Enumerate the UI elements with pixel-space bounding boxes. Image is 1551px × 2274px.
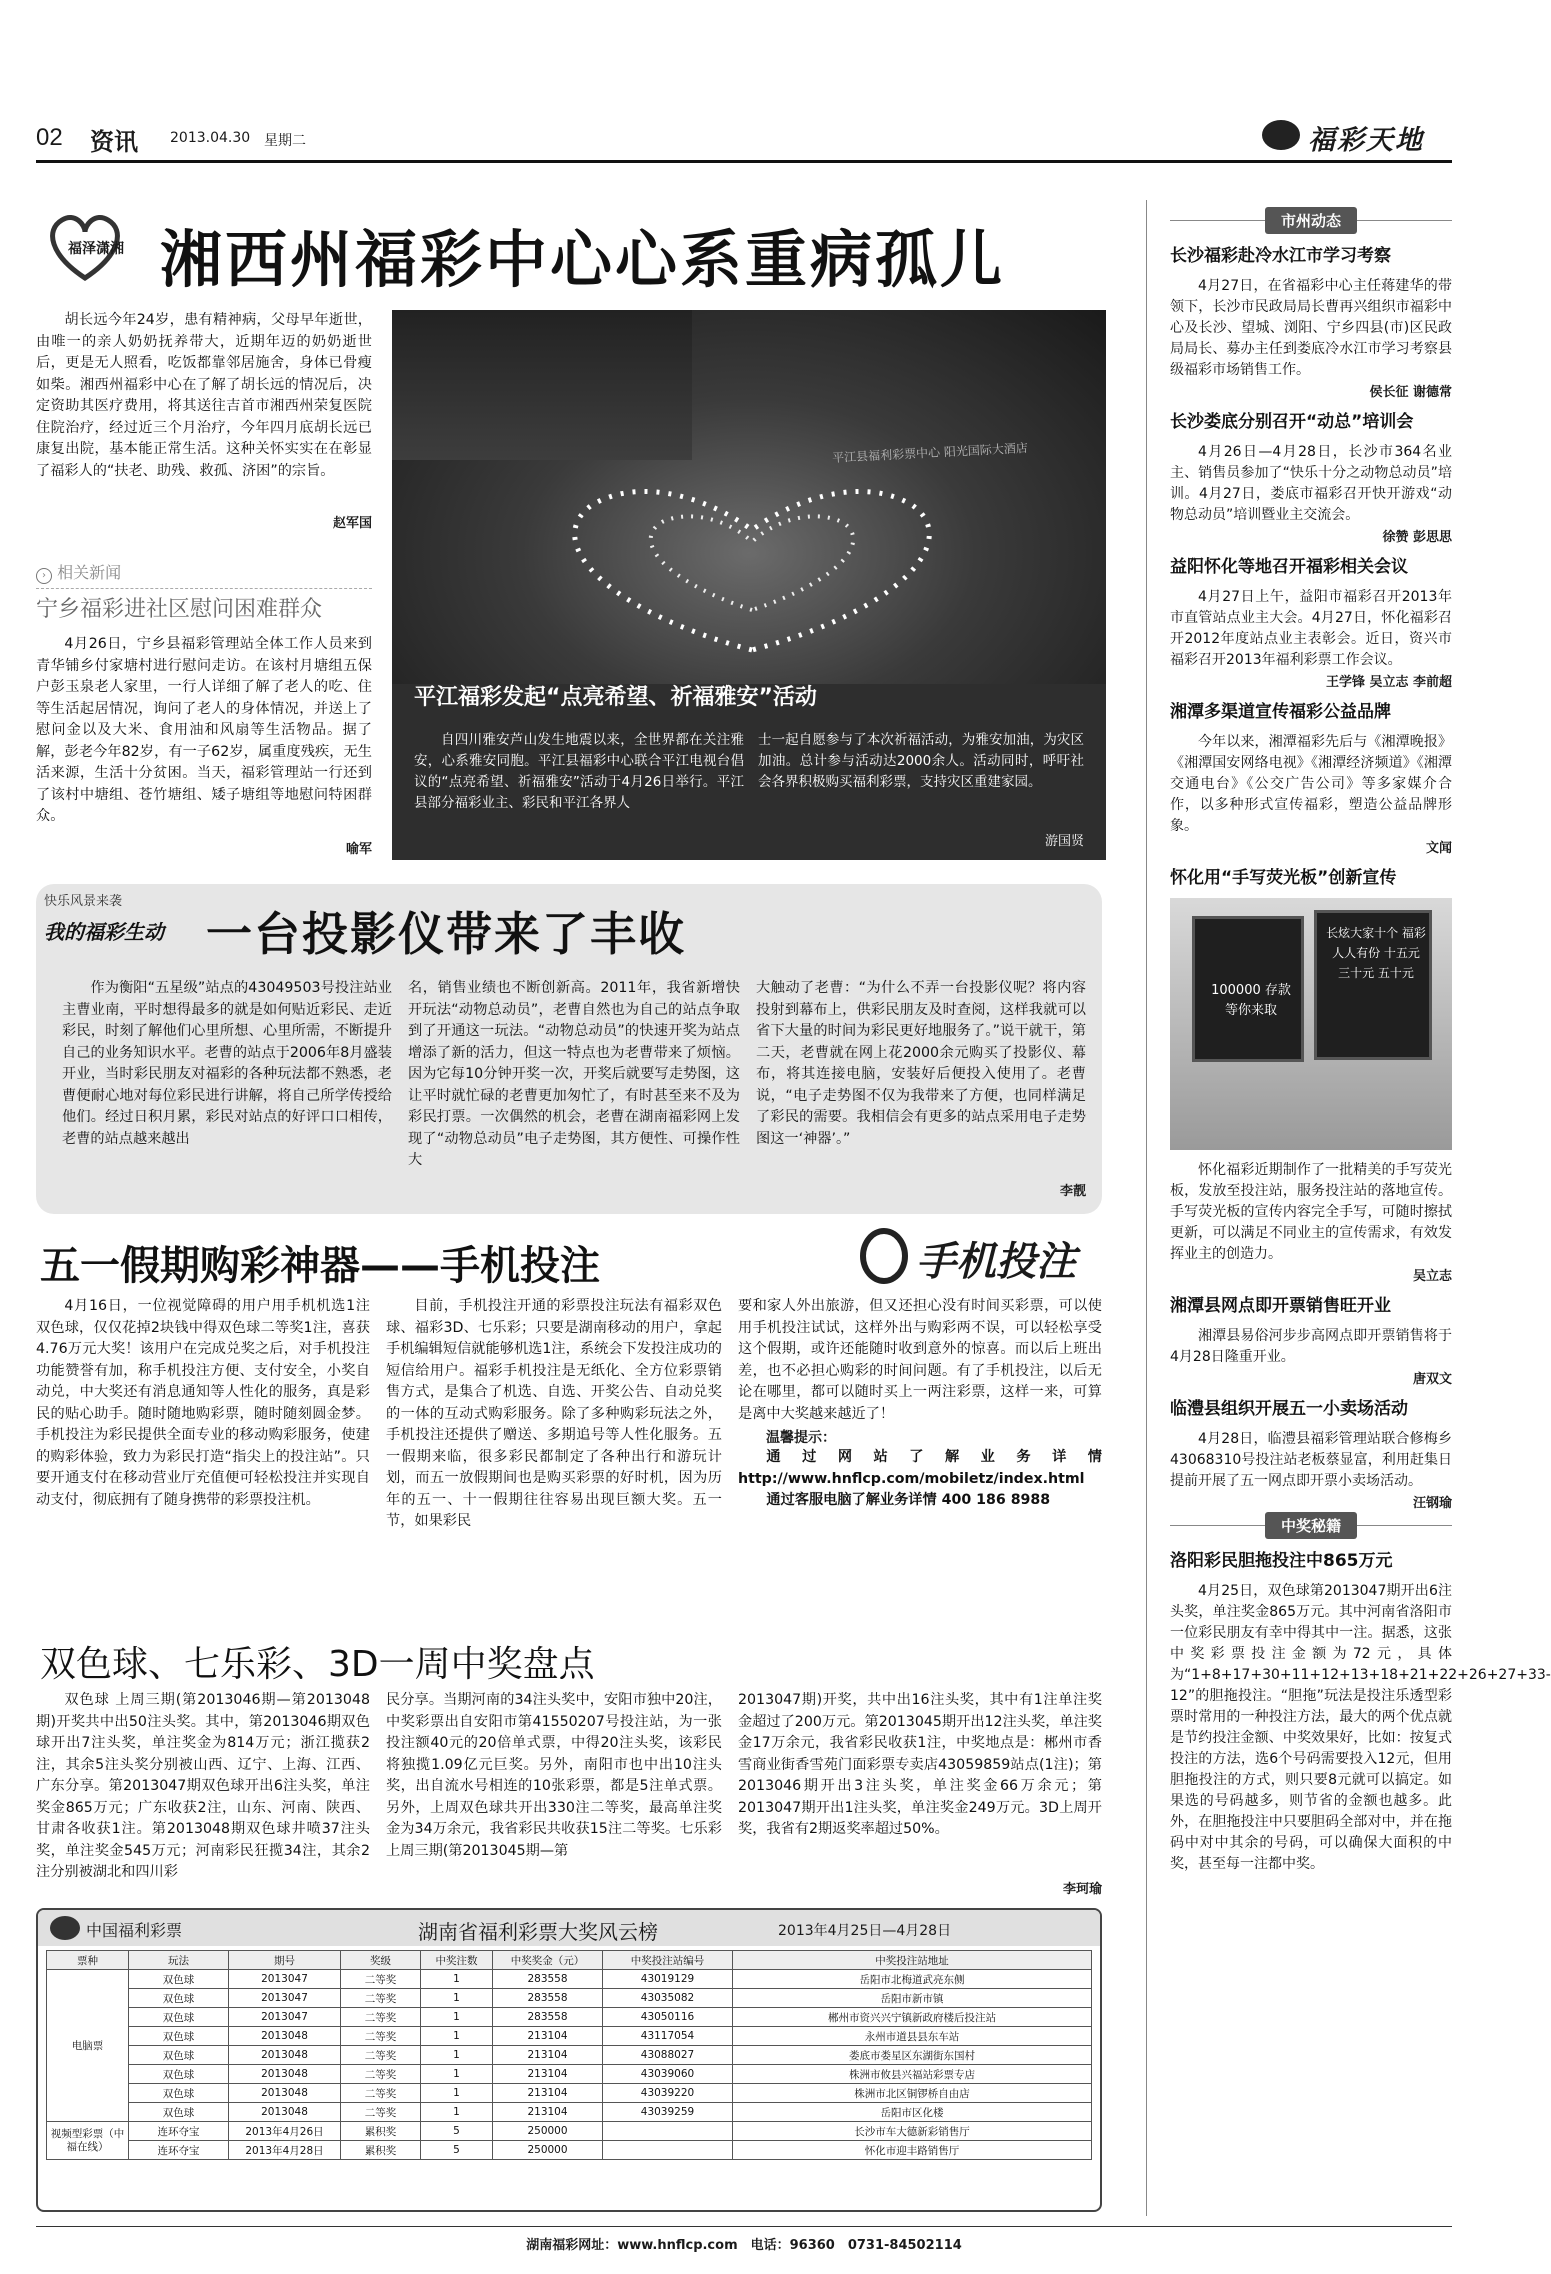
mobile-logo (856, 1222, 1096, 1292)
table-cell: 250000 (493, 2141, 603, 2160)
table-cell: 2013048 (229, 2065, 341, 2084)
table-cell: 283558 (493, 1989, 603, 2008)
board-right (1314, 910, 1432, 1060)
table-cell: 双色球 (129, 1989, 229, 2008)
table-cell: 1 (421, 2103, 493, 2122)
table-cell: 43050116 (603, 2008, 733, 2027)
photo-story-right: 士一起自愿参与了本次祈福活动，为雅安加油，为灾区加油。总计参与活动达2000余人。活动同时，呼吁社会各界积极购买福利彩票，支持灾区重建家园。 (758, 732, 1084, 790)
sidebar-news-title[interactable]: 怀化用“手写荧光板”创新宣传 (1170, 868, 1397, 888)
col-issue: 期号 (229, 1951, 341, 1970)
table-cell: 长沙市车大德新彩销售厅 (733, 2122, 1092, 2141)
sidebar-news-item (1170, 1397, 1452, 1511)
table-cell: 2013047 (229, 2008, 341, 2027)
issue-date: 2013.04.30 (170, 130, 251, 146)
sidebar-news-title[interactable]: 洛阳彩民胆拖投注中865万元 (1170, 1551, 1393, 1571)
board-left-text: 100000 存款 等你来取 (1211, 983, 1291, 1018)
table-cell: 株洲市北区铜锣桥自由店 (733, 2084, 1092, 2103)
arrow-circle-icon: › (36, 568, 52, 584)
table-row (47, 2008, 1092, 2027)
sidebar-news-item (1170, 700, 1452, 856)
related-signature: 喻军 (345, 842, 372, 857)
table-cell: 2013048 (229, 2103, 341, 2122)
footer-text[interactable]: 湖南福彩网址：www.hnflcp.com 电话：96360 0731-84502114 (526, 2238, 962, 2253)
col-type: 票种 (47, 1951, 129, 1970)
col-level: 奖级 (341, 1951, 421, 1970)
sidebar-news-body: 4月28日，临澧县福彩管理站联合修梅乡43068310号投注站老板蔡显富，利用赶集日提前开展了五一网点即开票小卖场活动。 (1170, 1431, 1452, 1489)
feature-title: 一台投影仪带来了丰收 (206, 907, 686, 961)
feature-signature: 李靓 (1059, 1184, 1086, 1199)
sidebar-news-title[interactable]: 湘潭多渠道宣传福彩公益品牌 (1170, 702, 1391, 722)
table-cell: 1 (421, 2084, 493, 2103)
sidebar-news-body: 4月25日，双色球第2013047期开出6注头奖，单注奖金865万元。其中河南省洛阳市一位彩民朋友有幸中得其中一注。据悉，这张中奖彩票投注金额为72元，具体为“1+8+17+30+11+12+13+18+21+22+26+27+33-12”的胆拖投注。“胆拖”玩法是投注乐透型彩票时常用的一种投注方法，最大的两个优点就是节约投注金额、中奖效果好，比如：按复式投注的方法，选6个号码需要投入12元，但用胆拖投注的方式，则只要8元就可以搞定。如果选的号码越多，则节省的金额也越多。此外，在胆拖投注中只要胆码全部对中，并在拖码中对中其余的号码，可以确保大面积的中奖，甚至每一注都中奖。 (1170, 1583, 1551, 1872)
table-cell (603, 2141, 733, 2160)
sidebar-news-body: 今年以来，湘潭福彩先后与《湘潭晚报》《湘潭国安网络电视》《湘潭经济频道》《湘潭交通电台》《公交广告公司》等多家媒介合作，以多种形式宣传福彩，塑造公益品牌形象。 (1170, 734, 1452, 834)
table-cell: 213104 (493, 2103, 603, 2122)
photo-banner: 平江县福利彩票中心 阳光国际大酒店 (831, 440, 1029, 466)
table-cell: 2013048 (229, 2027, 341, 2046)
table-cell: 283558 (493, 2008, 603, 2027)
masthead (36, 118, 1452, 158)
table-cell: 2013年4月26日 (229, 2122, 341, 2141)
sidebar-news-title[interactable]: 长沙福彩赴冷水江市学习考察 (1170, 246, 1391, 266)
table-cell: 连环夺宝 (129, 2141, 229, 2160)
mobile-tip-1[interactable]: 通过网站了解业务详情 http://www.hnflcp.com/mobiletz/index.html (738, 1449, 1102, 1487)
table-cell: 岳阳市区化楼 (733, 2103, 1092, 2122)
sidebar-news-signature: 汪钢瑜 (1412, 1496, 1452, 1511)
table-cell: 1 (421, 2008, 493, 2027)
table-cell: 250000 (493, 2122, 603, 2141)
sidebar-tag-tips: 中奖秘籍 (1265, 1512, 1357, 1539)
table-cell: 1 (421, 2065, 493, 2084)
col-address: 中奖投注站地址 (733, 1951, 1092, 1970)
cwl-logo-icon (50, 1916, 80, 1940)
board-left (1192, 916, 1304, 1062)
table-row (47, 2027, 1092, 2046)
table-cell: 岳阳市新市镇 (733, 1989, 1092, 2008)
weekly-col1: 双色球 上周三期(第2013046期—第2013048期)开奖共中出50注头奖。其中，第2013046期双色球开出7注头奖，单注奖金为814万元；浙江揽获2注，其余5注头奖分别被山西、辽宁、上海、江西、广东分享。第2013047期双色球开出6注头奖，单注奖金865万元；广东收获2注，山东、河南、陕西、甘肃各收获1注。第2013048期双色球井喷37注头奖，单注奖金545万元；河南彩民狂揽34注，其余2注分别被湖北和四川彩 (36, 1692, 370, 1880)
board-range: 2013年4月25日—4月28日 (778, 1923, 952, 1939)
feature-col2: 名，销售业绩也不断创新高。2011年，我省新增快开玩法“动物总动员”，老曹自然也为自己的站点争取到了开通这一玩法。“动物总动员”的快速开奖为站点增添了新的活力，但这一特点也为老曹带来了烦恼。因为它每10分钟开奖一次，开奖后就要写走势图，这让平时就忙碌的老曹更加匆忙了，有时甚至来不及为彩民打票。一次偶然的机会，老曹在湖南福彩网上发现了“动物总动员”电子走势图，其方便性、可操作性大 (408, 980, 740, 1168)
footer-rule (36, 2226, 1452, 2227)
sidebar-tag-local: 市州动态 (1265, 207, 1357, 234)
table-cell: 郴州市资兴兴宁镇新政府楼后投注站 (733, 2008, 1092, 2027)
table-cell: 岳阳市北梅道武亮东侧 (733, 1970, 1092, 1989)
mobile-tip-2: 通过客服电脑了解业务详情 400 186 8988 (766, 1492, 1051, 1508)
table-cell: 1 (421, 2046, 493, 2065)
mobile-logo-text: 手机投注 (916, 1239, 1076, 1285)
photo-story-box (392, 684, 1106, 860)
table-cell: 双色球 (129, 2084, 229, 2103)
sidebar-news-signature: 文闻 (1425, 841, 1452, 856)
weekly-title: 双色球、七乐彩、3D一周中奖盘点 (40, 1644, 595, 1685)
brand-name: 福彩天地 (1308, 125, 1424, 156)
prize-table (46, 1950, 1092, 2160)
lead-logo-text: 福泽潇湘 (68, 241, 124, 257)
table-cell: 累积奖 (341, 2141, 421, 2160)
sidebar-news-signature: 王学锋 吴立志 李前超 (1325, 675, 1452, 690)
table-cell: 2013047 (229, 1970, 341, 1989)
mobile-col2: 目前，手机投注开通的彩票投注玩法有福彩双色球、福彩3D、七乐彩；只要是湖南移动的用户，拿起手机编辑短信就能够机选1注，系统会下发投注成功的短信给用户。福彩手机投注是无纸化、全方位彩票销售方式，是集合了机选、自选、开奖公告、自动兑奖的一体的互动式购彩服务。除了多种购彩玩法之外，手机投注还提供了赠送、多期追号等人性化服务。五一假期来临，很多彩民都制定了各种出行和游玩计划，而五一放假期间也是购买彩票的好时机，因为历年的五一、十一假期往往容易出现巨额大奖。五一节，如果彩民 (386, 1298, 722, 1529)
issue-weekday: 星期二 (264, 133, 306, 149)
related-label (36, 560, 372, 589)
group-cell: 电脑票 (47, 1970, 129, 2122)
table-row (47, 2103, 1092, 2122)
table-cell: 2013048 (229, 2084, 341, 2103)
table-row (47, 2122, 1092, 2141)
table-cell: 283558 (493, 1970, 603, 1989)
table-cell: 双色球 (129, 2103, 229, 2122)
table-cell: 双色球 (129, 2065, 229, 2084)
sidebar-news-body: 4月27日，在省福彩中心主任蒋建华的带领下，长沙市民政局局长曹再兴组织市福彩中心及长沙、望城、浏阳、宁乡四县(市)区民政局局长、募办主任到娄底冷水江市学习考察县级福彩市场销售工作。 (1170, 278, 1452, 378)
table-cell: 株洲市攸县兴福站彩票专店 (733, 2065, 1092, 2084)
table-cell: 双色球 (129, 1970, 229, 1989)
table-row (47, 2084, 1092, 2103)
table-cell: 43088027 (603, 2046, 733, 2065)
table-cell: 5 (421, 2141, 493, 2160)
col-station: 中奖投注站编号 (603, 1951, 733, 1970)
table-cell: 213104 (493, 2065, 603, 2084)
sidebar-news-title[interactable]: 临澧县组织开展五一小卖场活动 (1170, 1399, 1408, 1419)
sidebar-news-item (1170, 1294, 1452, 1387)
board-right-text: 长炫大家十个 福彩 人人有份 十五元 三十元 五十元 (1326, 926, 1426, 980)
table-cell: 2013047 (229, 1989, 341, 2008)
sidebar-news-title[interactable]: 益阳怀化等地召开福彩相关会议 (1170, 557, 1408, 577)
table-cell: 二等奖 (341, 1970, 421, 1989)
mobile-title: 五一假期购彩神器——手机投注 (40, 1243, 600, 1289)
table-cell: 213104 (493, 2084, 603, 2103)
table-row (47, 2065, 1092, 2084)
table-cell: 怀化市迎丰路销售厅 (733, 2141, 1092, 2160)
header-rule (36, 160, 1452, 163)
related-title: 宁乡福彩进社区慰问困难群众 (36, 597, 323, 622)
mobile-phone-icon (860, 1228, 908, 1284)
sidebar-divider (1146, 200, 1147, 2216)
photo-caption: 平江福彩发起“点亮希望、祈福雅安”活动 (414, 685, 817, 710)
table-row (47, 1989, 1092, 2008)
sidebar-news-signature: 徐赞 彭思思 (1382, 530, 1452, 545)
related-label-text: 相关新闻 (57, 563, 122, 582)
table-cell: 永州市道县县东车站 (733, 2027, 1092, 2046)
lead-signature: 赵军国 (332, 516, 372, 531)
weekly-col3: 2013047期)开奖，共中出16注头奖，其中有1注单注奖金超过了200万元。第2013045期开出12注头奖，单注奖金17万余元，我省彩民收获1注，中奖地点是：郴州市香雪商业街香雪苑门面彩票专卖店43059859站点(1注)；第2013046期开出3注头奖，单注奖金66万余元；第2013047期开出1注头奖，单注奖金249万元。3D上周开奖，我省有2期返奖率超过50%。 (738, 1692, 1102, 1837)
mobile-col1: 4月16日，一位视觉障碍的用户用手机机选1注双色球，仅仅花掉2块钱中得双色球二等奖1注，喜获4.76万元大奖！该用户在完成兑奖之后，对手机投注功能赞誉有加，称手机投注方便、支付安全，小奖自动兑，中大奖还有消息通知等人性化的服务，真是彩民的贴心助手。随时随地购彩票，随时随刻圆金梦。手机投注为彩民提供全面专业的移动购彩服务，使建的购彩体验，致力为彩民打造“指尖上的投注站”。只要开通支付在移动营业厅充值便可轻松投注并实现自动支付，彻底拥有了随身携带的彩票投注机。 (36, 1298, 370, 1508)
table-row (47, 2046, 1092, 2065)
mobile-tip-label: 温馨提示： (766, 1430, 836, 1446)
sidebar (1170, 210, 1551, 1883)
table-cell: 1 (421, 2027, 493, 2046)
col-game: 玩法 (129, 1951, 229, 1970)
table-cell: 二等奖 (341, 2046, 421, 2065)
table-cell: 双色球 (129, 2027, 229, 2046)
prize-table-header (47, 1951, 1092, 1970)
table-cell: 娄底市娄星区东湖街东国村 (733, 2046, 1092, 2065)
sidebar-news-signature: 唐双文 (1412, 1372, 1452, 1387)
table-cell: 二等奖 (341, 1989, 421, 2008)
related-body: 4月26日，宁乡县福彩管理站全体工作人员来到青华铺乡付家塘村进行慰问走访。在该村月塘组五保户彭玉泉老人家里，一行人详细了解了老人的吃、住等生活起居情况，询问了老人的身体情况，并送上了慰问金以及大米、食用油和风扇等生活物品。据了解，彭老今年82岁，有一子62岁，属重度残疾，无生活来源，生活十分贫困。当天，福彩管理站一行还到了该村中塘组、苍竹塘组、矮子塘组等地慰问特困群众。 (36, 636, 372, 824)
brand-logo-icon (1262, 120, 1300, 150)
table-cell: 2013年4月28日 (229, 2141, 341, 2160)
table-cell: 1 (421, 1989, 493, 2008)
photo-candlelight-vigil (392, 310, 1106, 684)
table-cell: 二等奖 (341, 2008, 421, 2027)
sidebar-news-title[interactable]: 湘潭县网点即开票销售旺开业 (1170, 1296, 1391, 1316)
col-prize: 中奖奖金（元） (493, 1951, 603, 1970)
table-cell: 43039259 (603, 2103, 733, 2122)
sidebar-news-signature: 侯长征 谢德常 (1369, 385, 1452, 400)
table-cell: 2013048 (229, 2046, 341, 2065)
lead-logo (40, 200, 130, 290)
photo-crowd (392, 310, 692, 460)
feature-panel (36, 884, 1102, 1214)
table-cell: 1 (421, 1970, 493, 1989)
feature-kicker: 快乐风景来袭 (44, 894, 123, 909)
weekly-signature: 李珂瑜 (1062, 1882, 1102, 1897)
table-cell: 连环夺宝 (129, 2122, 229, 2141)
table-cell: 双色球 (129, 2008, 229, 2027)
table-cell: 双色球 (129, 2046, 229, 2065)
sidebar-news-body: 湘潭县易俗河步步高网点即开票销售将于4月28日隆重开业。 (1170, 1328, 1452, 1365)
table-cell: 213104 (493, 2027, 603, 2046)
mobile-col3: 要和家人外出旅游，但又还担心没有时间买彩票，可以使用手机投注试试，这样外出与购彩两不误，可以轻松享受这个假期，或许还能随时收到意外的惊喜。而以后上班出差，也不必担心购彩的时间问题。有了手机投注，以后无论在哪里，都可以随时买上一两注彩票，这样一来，可算是离中大奖越来越近了！ (738, 1298, 1102, 1422)
feature-col3: 大触动了老曹：“为什么不弄一台投影仪呢？将内容投射到幕布上，供彩民朋友及时查阅，这样我就可以省下大量的时间为彩民更好地服务了。”说干就干，第二天，老曹就在网上花2000余元购买了投影仪、幕布，将其连接电脑，安装好后便投入使用了。老曹说，“电子走势图不仅为我带来了方便，也同样满足了彩民的需要。我相信会有更多的站点采用电子走势图这一‘神器’。” (756, 980, 1086, 1147)
sidebar-news-item (1170, 555, 1452, 690)
table-cell: 43035082 (603, 1989, 733, 2008)
sidebar-news-title[interactable]: 长沙娄底分别召开“动总”培训会 (1170, 412, 1414, 432)
sidebar-news-item (1170, 1160, 1452, 1284)
fluorescent-board-photo (1170, 898, 1452, 1150)
table-cell: 43039220 (603, 2084, 733, 2103)
col-count: 中奖注数 (421, 1951, 493, 1970)
table-row (47, 2141, 1092, 2160)
sidebar-news-body: 4月26日—4月28日，长沙市364名业主、销售员参加了“快乐十分之动物总动员”培训。4月27日，娄底市福彩召开快开游戏“动物总动员”培训暨业主交流会。 (1170, 444, 1452, 523)
feature-logo: 我的福彩生动 (44, 920, 164, 944)
photo-story-signature: 游国贤 (1044, 834, 1084, 849)
feature-col1: 作为衡阳“五星级”站点的43049503号投注站业主曹业南，平时想得最多的就是如何贴近彩民、走近彩民，时刻了解他们心里所想、心里所需，不断提升自己的业务知识水平。老曹的站点于2006年8月盛装开业，当时彩民朋友对福彩的各种玩法都不熟悉，老曹便耐心地对每位彩民进行讲解，将自己所学传授给他们。经过日积月累，彩民对站点的好评口口相传，老曹的站点越来越出 (62, 980, 392, 1147)
sidebar-news-item (1170, 410, 1452, 545)
lead-title: 湘西州福彩中心心系重病孤儿 (160, 223, 1006, 296)
page-number: 02 (36, 124, 63, 151)
mobile-col3-box (738, 1296, 1102, 1512)
table-cell: 二等奖 (341, 2027, 421, 2046)
table-cell (603, 2122, 733, 2141)
photo-story-left: 自四川雅安芦山发生地震以来，全世界都在关注雅安，心系雅安同胞。平江县福彩中心联合平江电视台倡议的“点亮希望、祈福雅安”活动于4月26日举行。平江县部分福彩业主、彩民和平江各界人 (414, 732, 744, 811)
sidebar-news-body: 4月27日上午，益阳市福彩召开2013年市直管站点业主大会。4月27日，怀化福彩召开2012年度站点业主表彰会。近日，资兴市福彩召开2013年福利彩票工作会议。 (1170, 589, 1452, 668)
table-cell: 二等奖 (341, 2084, 421, 2103)
weekly-col2: 民分享。当期河南的34注头奖中，安阳市独中20注，中奖彩票出自安阳市第41550207号投注站，为一张投注额40元的20倍单式票，中得20注头奖，该彩民将独揽1.09亿元巨奖。另外，南阳市也中出10注头奖，出自流水号相连的10张彩票，都是5注单式票。另外，上周双色球共开出330注二等奖，最高单注奖金为34万余元，我省彩民共收获15注二等奖。七乐彩 上周三期(第2013045期—第 (386, 1692, 722, 1859)
table-cell: 213104 (493, 2046, 603, 2065)
table-cell: 二等奖 (341, 2065, 421, 2084)
table-cell: 二等奖 (341, 2103, 421, 2122)
board-logo: 中国福利彩票 (86, 1921, 183, 1940)
table-cell: 43019129 (603, 1970, 733, 1989)
prize-board (36, 1908, 1102, 2212)
table-cell: 累积奖 (341, 2122, 421, 2141)
table-row (47, 1970, 1092, 1989)
lead-body: 胡长远今年24岁，患有精神病，父母早年逝世，由唯一的亲人奶奶抚养带大，近期年迈的奶奶逝世后，更是无人照看，吃饭都靠邻居施舍，身体已骨瘦如柴。湘西州福彩中心在了解了胡长远的情况后，决定资助其医疗费用，将其送往吉首市湘西州荣复医院住院治疗，经过近三个月治疗，今年四月底胡长远已康复出院，基本能正常生活。这种关怀实实在在彰显了福彩人的“扶老、助残、救孤、济困”的宗旨。 (36, 312, 372, 479)
sidebar-news-item (1170, 244, 1452, 400)
sidebar-news-body: 怀化福彩近期制作了一批精美的手写荧光板，发放至投注站，服务投注站的落地宣传。手写荧光板的宣传内容完全手写，可随时擦拭更新，可以满足不同业主的宣传需求，有效发挥业主的创造力。 (1170, 1162, 1452, 1262)
table-cell: 5 (421, 2122, 493, 2141)
sidebar-news-signature: 吴立志 (1412, 1269, 1452, 1284)
board-title: 湖南省福利彩票大奖风云榜 (418, 1920, 658, 1944)
sidebar-news-item (1170, 1549, 1551, 1875)
table-cell: 43039060 (603, 2065, 733, 2084)
group-cell: 视频型彩票（中福在线） (47, 2122, 129, 2160)
table-cell: 43117054 (603, 2027, 733, 2046)
section-name: 资讯 (90, 128, 138, 156)
